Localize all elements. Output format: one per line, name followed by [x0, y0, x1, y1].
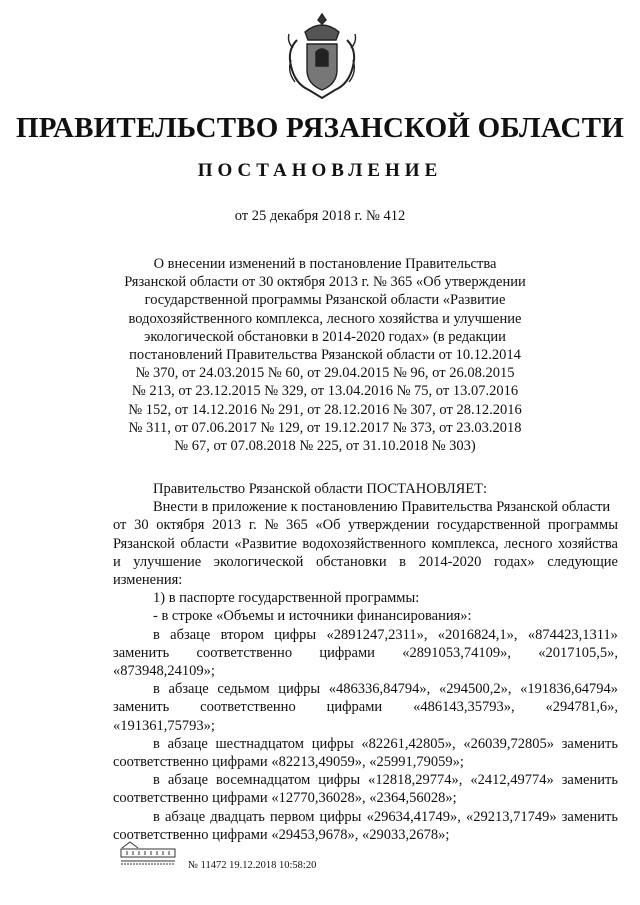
- ryazan-coat-of-arms-icon: [283, 10, 361, 102]
- body-word: от: [113, 517, 127, 534]
- body-word: следующие: [547, 553, 618, 570]
- body-word: шестнадцатом: [215, 735, 304, 752]
- body-word: заменить: [113, 644, 170, 661]
- body-word: октября: [156, 517, 205, 534]
- body-word: в: [153, 626, 160, 643]
- body-line: [113, 516, 618, 534]
- body-word: №: [264, 517, 279, 534]
- body-word: цифры: [278, 681, 321, 698]
- registry-number: № 11472 19.12.2018 10:58:20: [188, 860, 317, 871]
- body-word: «Развитие: [234, 535, 297, 552]
- body-line: Правительство Рязанской области ПОСТАНОВЛЯЕТ:: [153, 481, 488, 497]
- body-word: «2017105,5»,: [538, 644, 618, 661]
- body-word: соответственно: [196, 644, 293, 661]
- subject-line: № 370, от 24.03.2015 № 60, от 29.04.2015 № 96, от 26.08.2015: [135, 365, 515, 382]
- body-word: абзаце: [167, 735, 208, 752]
- body-word: водохозяйственного: [302, 535, 426, 552]
- body-word: цифры: [318, 772, 361, 789]
- body-line: 1) в паспорте государственной программы:: [153, 590, 420, 607]
- body-word: «82261,42805»,: [361, 735, 456, 752]
- subject-line: № 213, от 23.12.2015 № 329, от 13.04.2016 № 75, от 13.07.2016: [131, 383, 519, 400]
- subject-line: № 152, от 14.12.2016 № 291, от 28.12.2016 № 307, от 28.12.2016: [128, 401, 522, 418]
- body-line: «191361,75793»;: [113, 717, 215, 734]
- body-word: комплекса,: [431, 535, 499, 552]
- body-line: Внести в приложение к постановлению Правительства Рязанской области: [153, 499, 611, 516]
- body-line: соответственно цифрами «12770,36028», «2364,56028»;: [113, 790, 457, 807]
- body-word: 365: [285, 517, 308, 534]
- body-word: и: [113, 553, 121, 570]
- body-line: [113, 553, 618, 571]
- body-word: утверждении: [348, 517, 430, 534]
- subject-line: экологической обстановки в 2014-2020 годах» (в редакции: [144, 328, 506, 345]
- body-word: абзаце: [168, 681, 209, 698]
- body-word: абзаце: [170, 626, 211, 643]
- body-word: «29213,71749»: [465, 808, 557, 825]
- body-word: «Об: [315, 517, 341, 534]
- body-word: «2412,49774»: [470, 772, 554, 789]
- body-word: в: [153, 681, 160, 698]
- body-line: [113, 626, 618, 644]
- subject-line: водохозяйственного комплекса, лесного хозяйства и улучшение: [128, 310, 522, 327]
- subject-line: государственной программы Рязанской области «Развитие: [144, 292, 506, 309]
- document-date-number: от 25 декабря 2018 г. № 412: [234, 208, 406, 224]
- body-line: изменения:: [113, 572, 183, 589]
- subject-line: постановлений Правительства Рязанской области от 10.12.2014: [129, 347, 521, 364]
- body-word: абзаце: [164, 808, 206, 825]
- body-word: «486336,84794»,: [328, 681, 431, 698]
- body-word: «29634,41749»,: [366, 808, 461, 825]
- body-line: соответственно цифрами «29453,9678», «29033,2678»;: [113, 826, 450, 843]
- body-word: заменить: [561, 808, 618, 825]
- body-line: [113, 535, 618, 553]
- body-word: абзаце: [167, 772, 209, 789]
- body-word: двадцать: [210, 808, 265, 825]
- body-word: Рязанской: [113, 535, 175, 552]
- subject-line: О внесении изменений в постановление Правительства: [153, 256, 497, 272]
- body-word: цифрами: [319, 644, 375, 661]
- body-word: «12818,29774»,: [368, 772, 463, 789]
- body-word: г.: [248, 517, 257, 534]
- body-line: [113, 808, 618, 826]
- body-line: [113, 735, 618, 753]
- body-word: в: [399, 553, 407, 570]
- body-line: [113, 698, 618, 716]
- body-word: цифры: [311, 735, 354, 752]
- body-word: «2891053,74109»,: [402, 644, 511, 661]
- subject-line: Рязанской области от 30 октября 2013 г. № 365 «Об утверждении: [124, 274, 526, 291]
- body-word: обстановки: [315, 553, 387, 570]
- body-word: восемнадцатом: [215, 772, 311, 789]
- subject-line: № 67, от 07.08.2018 № 225, от 31.10.2018 № 303): [174, 438, 476, 455]
- body-word: «26039,72805»: [463, 735, 554, 752]
- body-word: области: [180, 535, 229, 552]
- body-word: улучшение: [133, 553, 202, 570]
- body-word: заменить: [561, 735, 618, 752]
- body-line: [113, 680, 618, 698]
- body-word: «294781,6»,: [545, 699, 618, 716]
- body-word: 2014-2020: [418, 553, 482, 570]
- document-type: ПОСТАНОВЛЕНИЕ: [197, 160, 443, 181]
- body-word: соответственно: [200, 699, 296, 716]
- body-word: заменить: [113, 699, 170, 716]
- document-subject: [120, 255, 530, 455]
- body-line: [113, 771, 618, 789]
- body-line: соответственно цифрами «82213,49059», «25991,79059»;: [113, 754, 464, 771]
- body-word: втором: [220, 626, 264, 643]
- body-word: государственной: [436, 517, 541, 534]
- body-word: в: [153, 808, 160, 825]
- body-word: первом: [270, 808, 315, 825]
- body-word: программы: [547, 517, 618, 534]
- body-word: цифрами: [326, 699, 383, 716]
- body-word: «486143,35793»,: [413, 699, 515, 716]
- body-word: в: [153, 772, 160, 789]
- body-word: цифры: [319, 808, 362, 825]
- body-word: «2891247,2311»,: [326, 626, 428, 643]
- body-word: цифры: [274, 626, 317, 643]
- body-word: «191836,64794»: [520, 681, 618, 698]
- body-word: экологической: [213, 553, 304, 570]
- document-footer: [110, 838, 530, 878]
- body-word: «874423,1311»: [527, 626, 618, 643]
- registration-stamp-icon: [118, 840, 178, 866]
- subject-line: № 311, от 07.06.2017 № 129, от 19.12.2017 № 373, от 23.03.2018: [128, 419, 522, 436]
- body-line: [113, 644, 618, 662]
- body-word: 30: [134, 517, 149, 534]
- body-word: седьмом: [217, 681, 270, 698]
- body-line: «873948,24109»;: [113, 663, 215, 680]
- body-word: хозяйства: [557, 535, 618, 552]
- body-word: «2016824,1»,: [437, 626, 518, 643]
- body-word: лесного: [504, 535, 553, 552]
- body-word: 2013: [212, 517, 242, 534]
- body-line: - в строке «Объемы и источники финансирования»:: [153, 608, 472, 625]
- body-word: годах»: [493, 553, 535, 570]
- body-word: заменить: [561, 772, 618, 789]
- body-word: в: [153, 735, 160, 752]
- document-body: [113, 480, 618, 844]
- government-title: ПРАВИТЕЛЬСТВО РЯЗАНСКОЙ ОБЛАСТИ: [16, 112, 624, 144]
- body-word: «294500,2»,: [438, 681, 512, 698]
